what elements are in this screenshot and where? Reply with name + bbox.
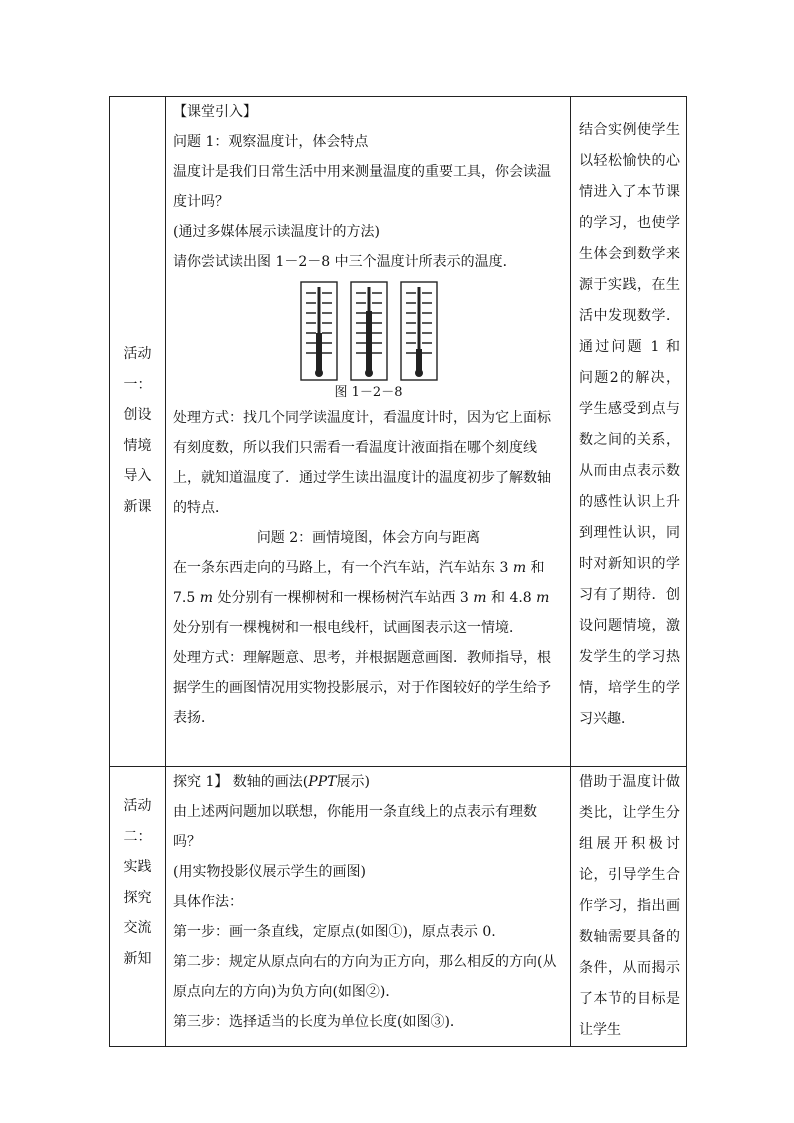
paragraph: (通过多媒体展示读温度计的方法) (173, 224, 380, 240)
paragraph: 由上述两问题加以联想，你能用一条直线上的点表示有理数吗？ (173, 804, 537, 850)
step-3: 第三步：选择适当的长度为单位长度(如图③)． (173, 1014, 464, 1030)
teaching-note: 借助于温度计做类比，让学生分组展开积极讨论，引导学生合作学习，指出画数轴需要具备的条件，从而揭示了本节的目标是让学生 (579, 774, 680, 1038)
thermometer-icon (350, 281, 388, 381)
paragraph: 温度计是我们日常生活中用来测量温度的重要工具，你会读温度计吗？ (173, 164, 551, 210)
paragraph: (用实物投影仪展示学生的画图) (173, 864, 366, 880)
figure-caption: 图 1－2－8 (334, 385, 403, 400)
paragraph: 请你尝试读出图 1－2－8 中三个温度计所表示的温度． (173, 254, 517, 270)
question-1-title: 问题 1：观察温度计，体会特点 (173, 134, 369, 150)
thermometer-icon (300, 281, 338, 381)
lesson-plan-table (109, 96, 687, 1047)
question-2-title: 问题 2：画情境图，体会方向与距离 (256, 530, 481, 546)
explore-title: 探究 1】 数轴的画法(PPT展示) (173, 774, 370, 790)
step-2: 第二步：规定从原点向右的方向为正方向，那么相反的方向(从原点向左的方向)为负方向(如图②)． (173, 954, 557, 1000)
note-cell (571, 767, 687, 1047)
thermometer-icon (400, 281, 438, 381)
activity-label: 活动 二： 实践 探究 交流 新知 (123, 798, 152, 967)
teaching-note: 结合实例使学生以轻松愉快的心情进入了本节课的学习，也使学生体会到数学来源于实践，在生活中发现数学．通过问题 1 和问题2的解决，学生感受到点与数之间的关系，从而由点表示数的感性认识上升到理性认识，同时对新知识的学习有了期待．创设问题情境，激发学生的学习热情，培学生的学习兴趣． (579, 122, 680, 727)
section-title: 【课堂引入】 (173, 104, 257, 120)
thermometer-figure (173, 277, 564, 381)
activity-label: 活动 一： 创设 情境 导入 新课 (123, 346, 152, 515)
table-row-activity-1 (110, 97, 687, 767)
paragraph: 处理方式：理解题意、思考，并根据题意画图．教师指导，根据学生的画图情况用实物投影展示，对于作图较好的学生给予表扬． (173, 650, 551, 726)
content-cell (166, 767, 571, 1047)
paragraph: 具体作法： (173, 894, 243, 910)
step-1: 第一步：画一条直线，定原点(如图①)，原点表示 0. (173, 924, 496, 940)
note-cell (571, 97, 687, 767)
paragraph: 在一条东西走向的马路上，有一个汽车站，汽车站东 3 m 和 7.5 m 处分别有一棵柳树和一棵杨树汽车站西 3 m 和 4.8 m 处分别有一棵槐树和一根电线杆，试画图表示这一情境． (173, 560, 550, 636)
paragraph: 处理方式：找几个同学读温度计，看温度计时，因为它上面标有刻度数，所以我们只需看一看温度计液面指在哪个刻度线上，就知道温度了．通过学生读出温度计的温度初步了解数轴的特点． (173, 410, 551, 516)
content-body (166, 767, 570, 1037)
content-cell (166, 97, 571, 767)
activity-label-cell (110, 97, 166, 767)
content-body (166, 97, 570, 733)
activity-label-cell (110, 767, 166, 1047)
table-row-activity-2 (110, 767, 687, 1047)
